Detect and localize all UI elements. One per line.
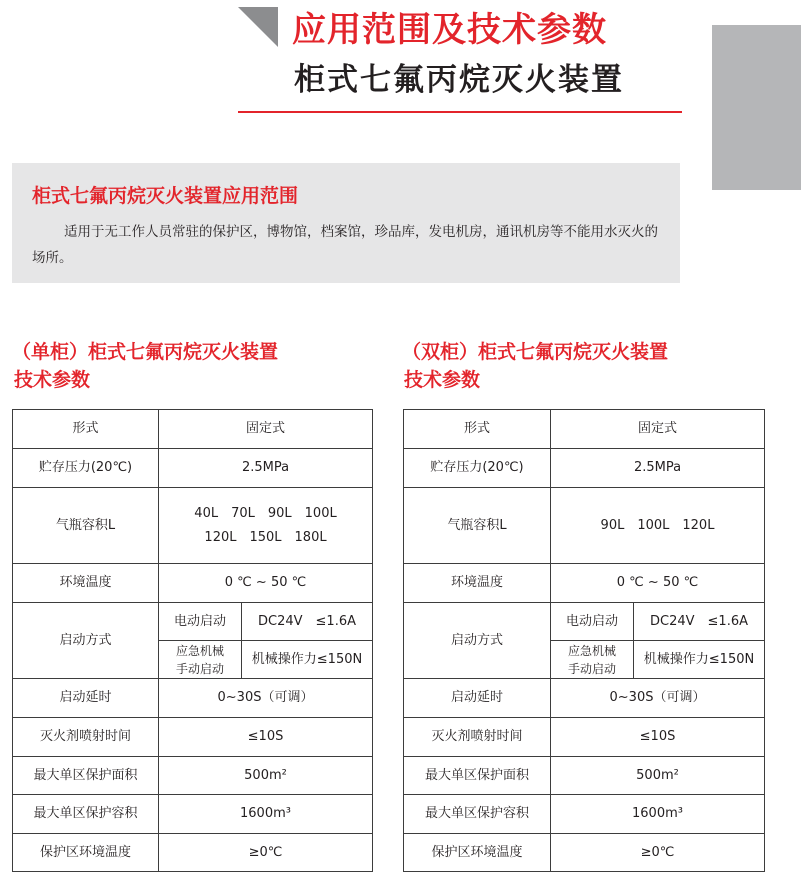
manual-value: 机械操作力≤150N xyxy=(242,641,373,679)
table-row xyxy=(13,410,373,449)
table-row xyxy=(404,757,765,795)
table-row xyxy=(13,603,373,641)
form-label: 形式 xyxy=(13,410,159,449)
pressure-value: 2.5MPa xyxy=(551,449,765,488)
zone-temp-label: 保护区环境温度 xyxy=(404,834,551,872)
delay-label: 启动延时 xyxy=(13,679,159,718)
spray-value: ≤10S xyxy=(159,718,373,757)
form-value: 固定式 xyxy=(551,410,765,449)
area-value: 500m² xyxy=(159,757,373,795)
table-row xyxy=(404,564,765,603)
manual-label xyxy=(551,641,634,679)
table-row xyxy=(404,410,765,449)
page-subtitle: 柜式七氟丙烷灭火装置 xyxy=(294,62,624,98)
area-label: 最大单区保护面积 xyxy=(13,757,159,795)
electric-value: DC24V ≤1.6A xyxy=(242,603,373,641)
title-divider xyxy=(238,111,682,113)
header-triangle-decoration xyxy=(238,7,278,47)
side-gray-block xyxy=(712,25,801,190)
manual-label-line2: 手动启动 xyxy=(175,661,224,676)
capacity-value: 1600m³ xyxy=(159,795,373,834)
double-title-line1: （双柜）柜式七氟丙烷灭火装置 xyxy=(402,341,669,363)
start-label: 启动方式 xyxy=(13,603,159,679)
delay-value: 0~30S（可调） xyxy=(159,679,373,718)
volume-label: 气瓶容积L xyxy=(13,488,159,564)
area-label: 最大单区保护面积 xyxy=(404,757,551,795)
table-row xyxy=(13,679,373,718)
single-spec-table xyxy=(12,409,373,872)
start-label: 启动方式 xyxy=(404,603,551,679)
capacity-label: 最大单区保护容积 xyxy=(404,795,551,834)
delay-value: 0~30S（可调） xyxy=(551,679,765,718)
manual-label-line1: 应急机械 xyxy=(175,643,224,658)
double-section-title xyxy=(402,338,668,394)
table-row xyxy=(404,679,765,718)
double-spec-table xyxy=(403,409,765,872)
electric-label: 电动启动 xyxy=(159,603,242,641)
temp-value: 0 ℃ ~ 50 ℃ xyxy=(159,564,373,603)
form-value: 固定式 xyxy=(159,410,373,449)
area-value: 500m² xyxy=(551,757,765,795)
temp-label: 环境温度 xyxy=(404,564,551,603)
electric-value: DC24V ≤1.6A xyxy=(634,603,765,641)
manual-label-line2: 手动启动 xyxy=(567,661,616,676)
scope-panel xyxy=(12,163,680,283)
scope-title: 柜式七氟丙烷灭火装置应用范围 xyxy=(32,185,299,207)
page-title: 应用范围及技术参数 xyxy=(292,10,607,50)
single-title-line2: 技术参数 xyxy=(14,369,91,391)
volume-label: 气瓶容积L xyxy=(404,488,551,564)
volume-line-2: 120L 150L 180L xyxy=(204,529,327,545)
zone-temp-value: ≥0℃ xyxy=(159,834,373,872)
volume-value xyxy=(159,488,373,564)
table-row xyxy=(404,449,765,488)
double-title-line2: 技术参数 xyxy=(404,369,481,391)
temp-value: 0 ℃ ~ 50 ℃ xyxy=(551,564,765,603)
table-row xyxy=(13,795,373,834)
zone-temp-label: 保护区环境温度 xyxy=(13,834,159,872)
table-row xyxy=(13,718,373,757)
spray-label: 灭火剂喷射时间 xyxy=(13,718,159,757)
form-label: 形式 xyxy=(404,410,551,449)
single-title-line1: （单柜）柜式七氟丙烷灭火装置 xyxy=(12,341,279,363)
table-row xyxy=(13,449,373,488)
table-row xyxy=(404,603,765,641)
delay-label: 启动延时 xyxy=(404,679,551,718)
pressure-label: 贮存压力(20℃) xyxy=(404,449,551,488)
pressure-value: 2.5MPa xyxy=(159,449,373,488)
table-row xyxy=(13,834,373,872)
table-row xyxy=(404,488,765,564)
scope-text: 适用于无工作人员常驻的保护区，博物馆，档案馆，珍品库，发电机房，通讯机房等不能用水灭火的场所。 xyxy=(32,224,658,266)
spray-value: ≤10S xyxy=(551,718,765,757)
temp-label: 环境温度 xyxy=(13,564,159,603)
table-row xyxy=(13,757,373,795)
volume-value: 90L 100L 120L xyxy=(551,488,765,564)
table-row xyxy=(404,718,765,757)
manual-label-line1: 应急机械 xyxy=(567,643,616,658)
pressure-label: 贮存压力(20℃) xyxy=(13,449,159,488)
table-row xyxy=(13,488,373,564)
spray-label: 灭火剂喷射时间 xyxy=(404,718,551,757)
capacity-label: 最大单区保护容积 xyxy=(13,795,159,834)
capacity-value: 1600m³ xyxy=(551,795,765,834)
electric-label: 电动启动 xyxy=(551,603,634,641)
manual-value: 机械操作力≤150N xyxy=(634,641,765,679)
single-section-title xyxy=(12,338,278,394)
manual-label xyxy=(159,641,242,679)
table-row xyxy=(404,795,765,834)
zone-temp-value: ≥0℃ xyxy=(551,834,765,872)
volume-line-1: 40L 70L 90L 100L xyxy=(194,505,337,521)
table-row xyxy=(404,834,765,872)
table-row xyxy=(13,564,373,603)
